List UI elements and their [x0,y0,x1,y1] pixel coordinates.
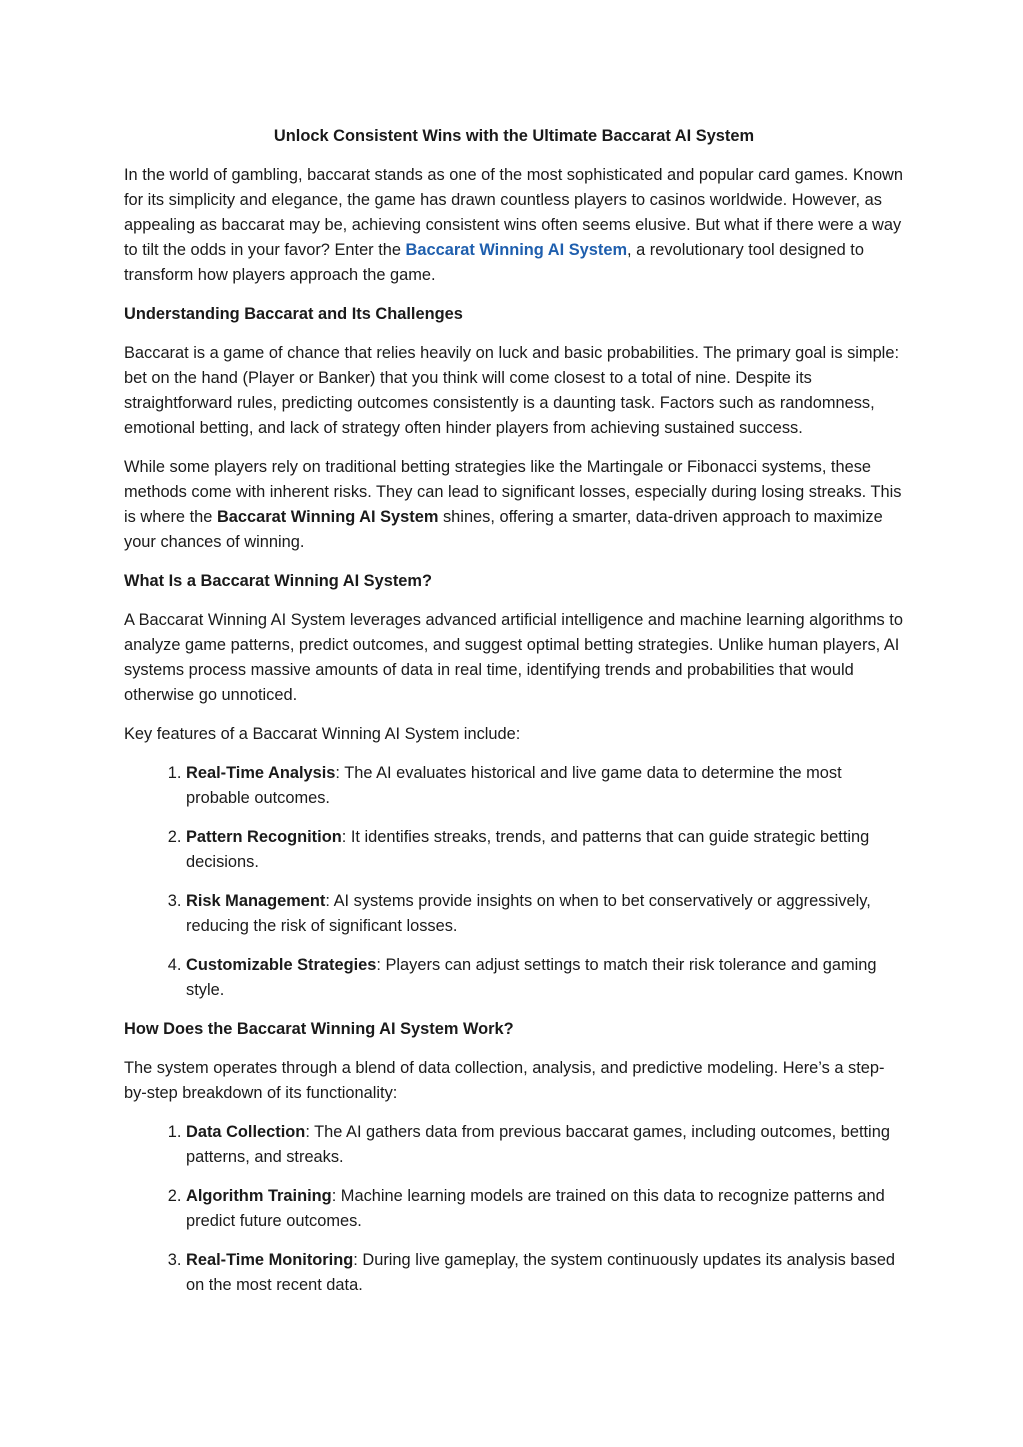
list-item-desc: : Machine learning models are trained on this data to recognize patterns and predict future outcomes. [186,1187,885,1230]
intro-text-before: In the world of gambling, baccarat stands as one of the most sophisticated and popular card games. Known for its simplicity and elegance, the game has drawn countless players to casinos worldwide. However, as appealing as baccarat may be, achieving consistent wins often seems elusive. But what if there were a way to tilt the odds in your favor? Enter the [124,166,904,259]
challenges-text-before: While some players rely on traditional betting strategies like the Martingale or Fibonacci systems, these methods come with inherent risks. They can lead to significant losses, especially during losing streaks. This is where the [124,458,902,526]
list-item [186,1120,904,1170]
list-item-desc: : The AI gathers data from previous baccarat games, including outcomes, betting patterns, and streaks. [186,1123,890,1166]
challenges-bold-term: Baccarat Winning AI System [216,508,439,526]
list-item-desc: : Players can adjust settings to match their risk tolerance and gaming style. [186,956,877,999]
steps-list [124,1120,904,1298]
list-item [186,825,904,875]
list-item-desc: : The AI evaluates historical and live game data to determine the most probable outcomes. [186,764,842,807]
what-is-paragraph: A Baccarat Winning AI System leverages advanced artificial intelligence and machine learning algorithms to analyze game patterns, predict outcomes, and suggest optimal betting strategies. Unlike human players, AI systems process massive amounts of data in real time, identifying trends and probabilities that would otherwise go unnoticed. [124,611,903,704]
list-item-term: Risk Management [186,892,326,910]
document-title: Unlock Consistent Wins with the Ultimate Baccarat AI System [273,127,755,145]
section-heading-how-it-works: How Does the Baccarat Winning AI System Work? [124,1020,514,1038]
list-item [186,889,904,939]
list-item-desc: : During live gameplay, the system continuously updates its analysis based on the most recent data. [186,1251,896,1294]
document-page [124,124,904,1312]
intro-paragraph [124,163,904,288]
list-item-term: Real-Time Analysis [186,764,336,782]
list-item [186,1248,904,1298]
list-item-term: Data Collection [186,1123,306,1141]
list-item-desc: : It identifies streaks, trends, and patterns that can guide strategic betting decisions. [186,828,870,871]
list-item-desc: : AI systems provide insights on when to bet conservatively or aggressively, reducing the risk of significant losses. [186,892,871,935]
key-features-list [124,761,904,1003]
list-item [186,953,904,1003]
list-item-term: Real-Time Monitoring [186,1251,354,1269]
section-heading-what-is: What Is a Baccarat Winning AI System? [124,572,433,590]
list-item-term: Pattern Recognition [186,828,342,846]
list-item [186,1184,904,1234]
challenges-paragraph-2 [124,455,904,555]
intro-text-after: , a revolutionary tool designed to transform how players approach the game. [124,241,864,284]
list-item-term: Algorithm Training [186,1187,332,1205]
section-heading-challenges: Understanding Baccarat and Its Challenges [124,305,463,323]
baccarat-system-link[interactable]: Baccarat Winning AI System [405,241,628,259]
list-item-term: Customizable Strategies [186,956,377,974]
challenges-text-after: shines, offering a smarter, data-driven approach to maximize your chances of winning. [124,508,883,551]
challenges-paragraph-1: Baccarat is a game of chance that relies heavily on luck and basic probabilities. The primary goal is simple: bet on the hand (Player or Banker) that you think will come closest to a total of nine. Despite its straightforward rules, predicting outcomes consistently is a daunting task. Factors such as randomness, emotional betting, and lack of strategy often hinder players from achieving sustained success. [124,344,899,437]
how-it-works-paragraph: The system operates through a blend of data collection, analysis, and predictive modeling. Here’s a step-by-step breakdown of its functionality: [124,1059,885,1102]
list-item [186,761,904,811]
key-features-intro: Key features of a Baccarat Winning AI System include: [124,725,521,743]
